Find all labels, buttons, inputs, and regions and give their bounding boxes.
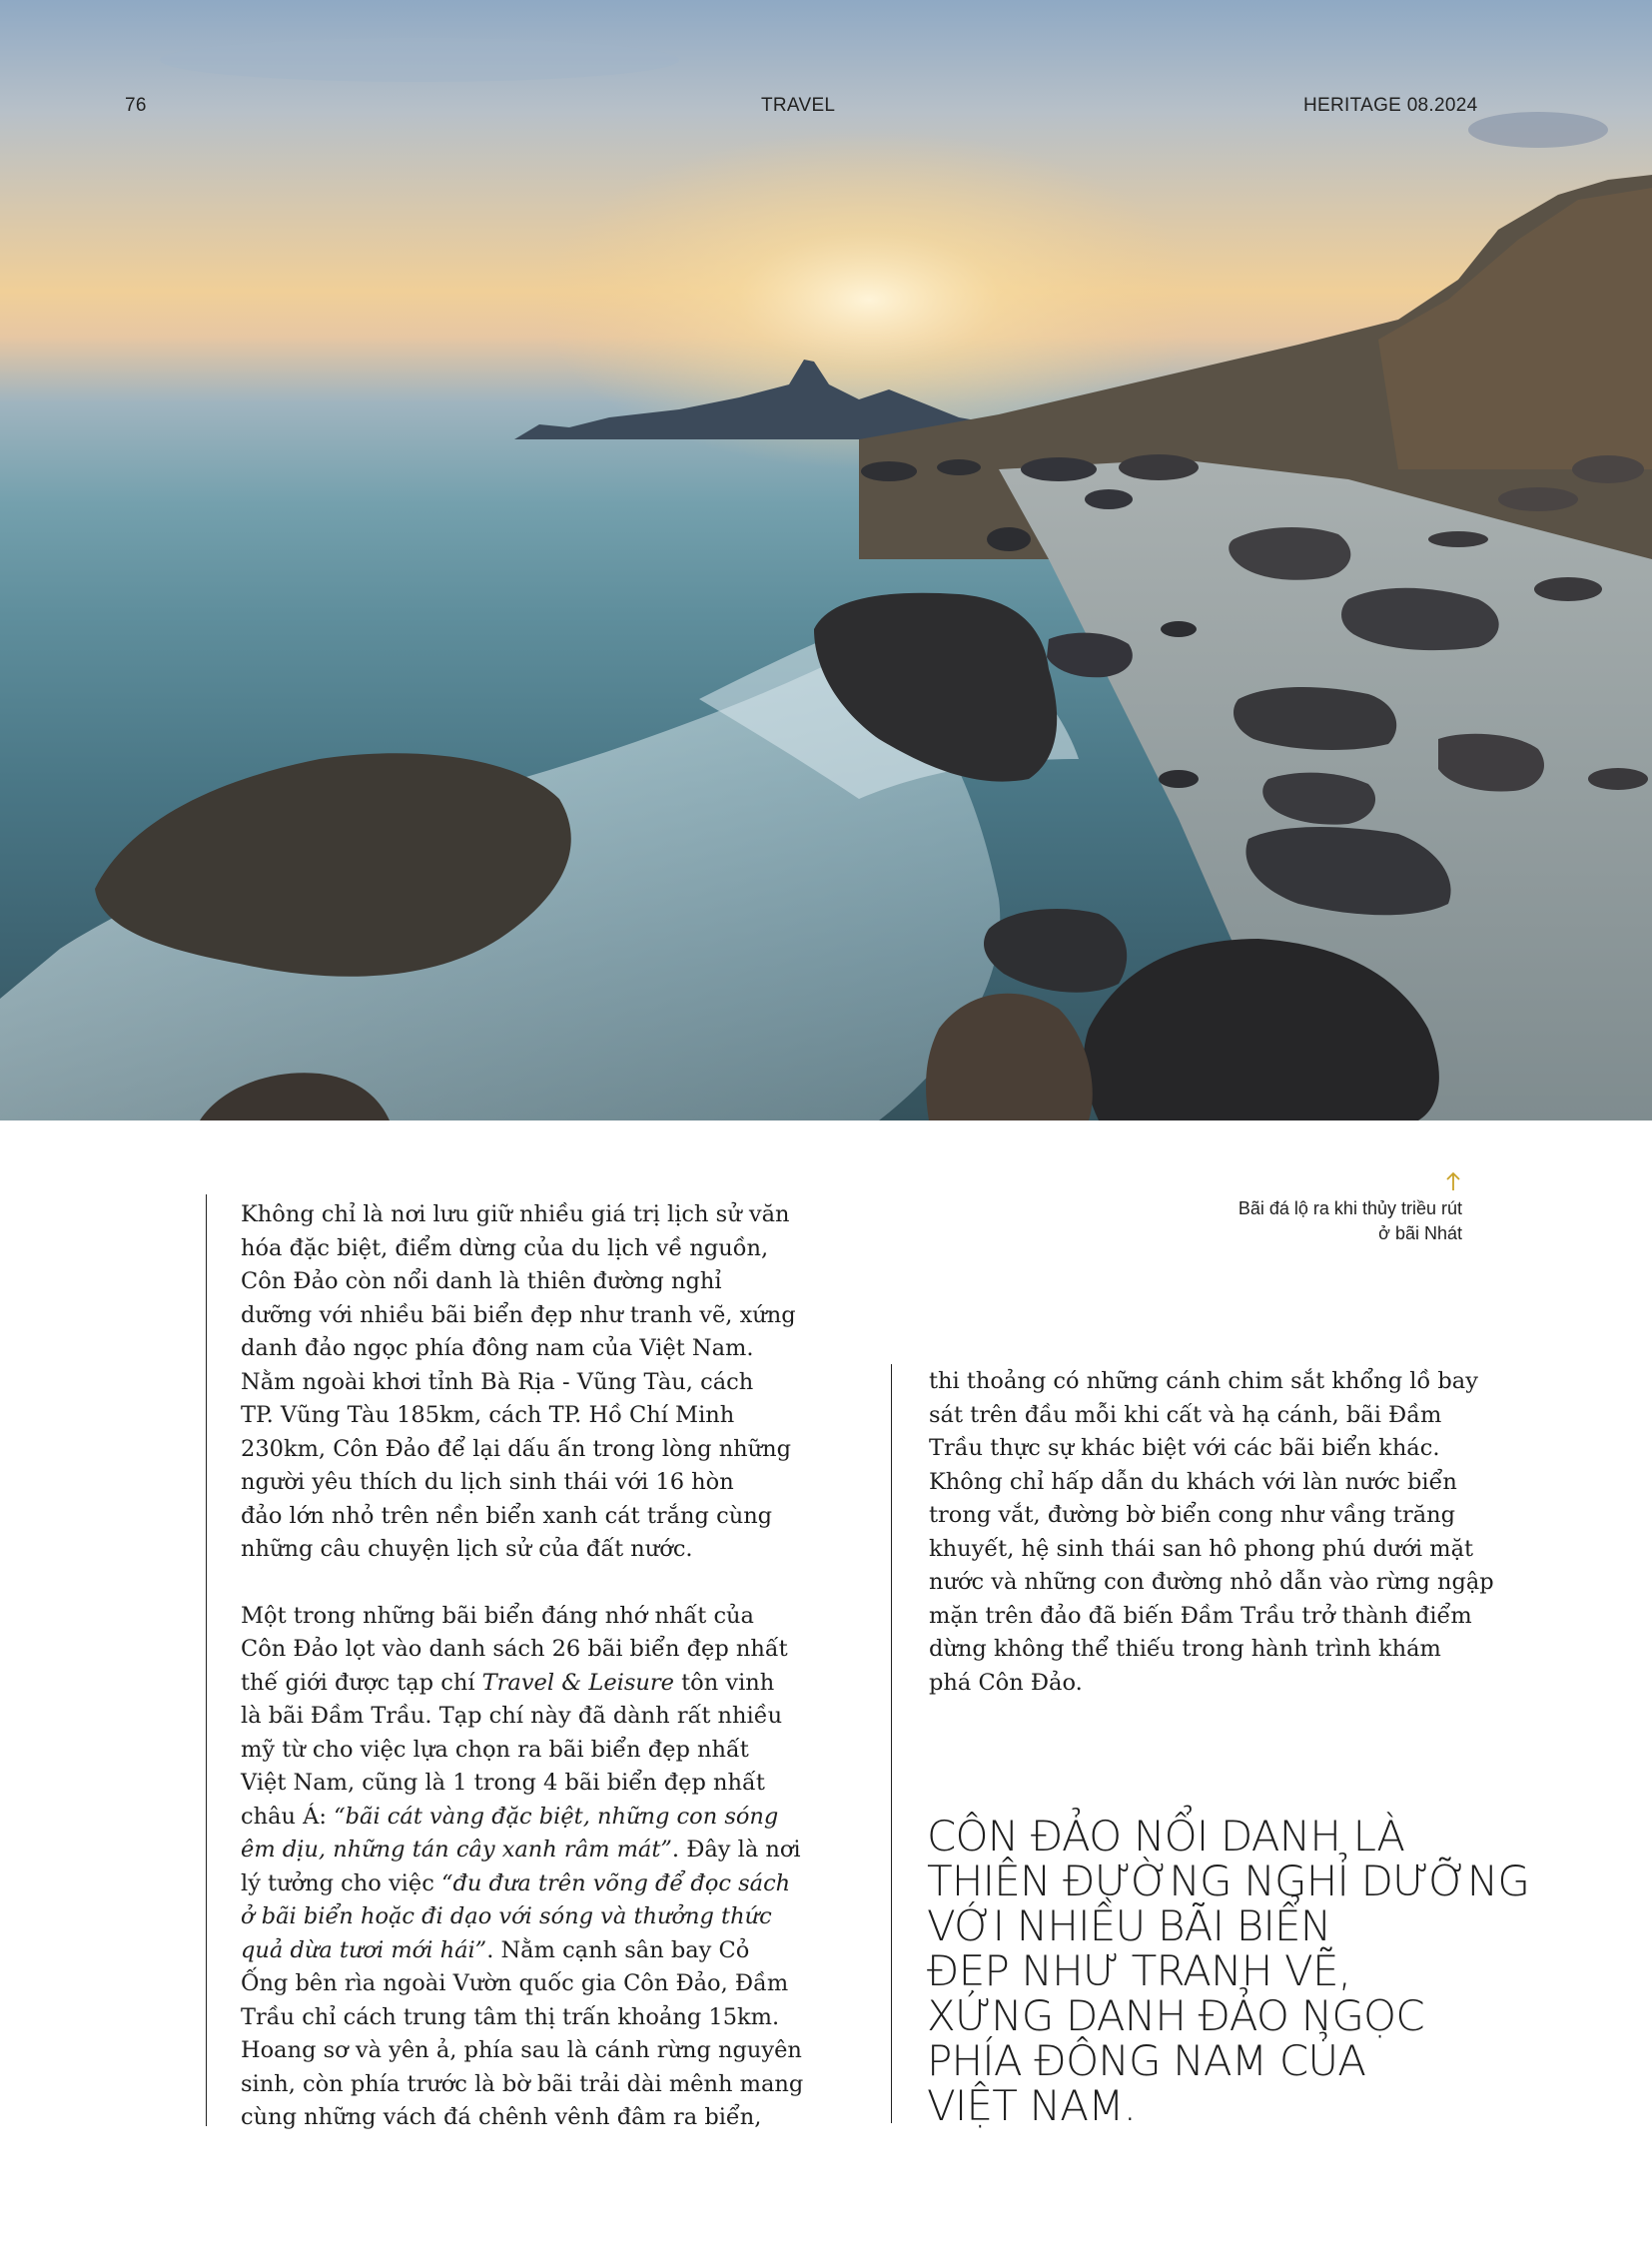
magazine-name: Travel & Leisure (481, 1669, 674, 1696)
pull-quote-line: CÔN ĐẢO NỔI DANH LÀ (927, 1812, 1405, 1861)
caption-line: Bãi đá lộ ra khi thủy triều rút (1238, 1198, 1462, 1218)
section-label: TRAVEL (761, 95, 836, 116)
text-line: đảo lớn nhỏ trên nền biển xanh cát trắng cùng (241, 1502, 773, 1529)
pull-quote (927, 1812, 1530, 2130)
text-line: Không chỉ hấp dẫn du khách với làn nước biển (929, 1468, 1457, 1495)
text-line: phá Côn Đảo. (929, 1669, 1083, 1696)
text-run: . Nằm cạnh sân bay Cỏ (486, 1936, 750, 1963)
text-line (241, 1801, 800, 1835)
text-line: dừng không thể thiếu trong hành trình khám (929, 1636, 1441, 1662)
article-column-right (929, 1365, 1494, 1700)
text-line: Trầu thực sự khác biệt với các bãi biển khác. (929, 1435, 1440, 1461)
caption-line: ở bãi Nhát (1378, 1223, 1462, 1243)
text-line: Côn Đảo còn nổi danh là thiên đường nghỉ (241, 1268, 722, 1294)
quote-run: êm dịu, những tán cây xanh râm mát” (241, 1837, 672, 1863)
text-line: những câu chuyện lịch sử của đất nước. (241, 1536, 693, 1562)
text-line (241, 1900, 800, 1934)
pull-quote-line: ĐẸP NHƯ TRANH VẼ, (927, 1946, 1351, 1995)
text-line (241, 1868, 800, 1901)
text-line: sinh, còn phía trước là bờ bãi trải dài mênh mang (241, 2070, 804, 2097)
text-run: . Đây là nơi (671, 1837, 801, 1863)
hero-photo (0, 0, 1652, 1120)
issue-label: HERITAGE 08.2024 (1303, 95, 1478, 116)
text-line (241, 1834, 800, 1868)
paragraph-gap (241, 1567, 800, 1600)
pull-quote-line: XỨNG DANH ĐẢO NGỌC (927, 1991, 1424, 2040)
text-line: trong vắt, đường bờ biển cong như vầng trăng (929, 1502, 1456, 1528)
text-line: hóa đặc biệt, điểm dừng của du lịch về nguồn, (241, 1234, 769, 1261)
photo-caption (1143, 1196, 1462, 1246)
text-line: nước và những con đường nhỏ dẫn vào rừng ngập (929, 1569, 1494, 1595)
text-line: 230km, Côn Đảo để lại dấu ấn trong lòng những (241, 1435, 792, 1462)
text-line: Côn Đảo lọt vào danh sách 26 bãi biển đẹp nhất (241, 1636, 788, 1662)
text-run: tôn vinh (673, 1669, 775, 1696)
quote-run: quả dừa tươi mới hái” (241, 1936, 487, 1963)
text-line: Trầu chỉ cách trung tâm thị trấn khoảng 15km. (241, 2003, 780, 2030)
article-column-left (241, 1198, 804, 2135)
text-line: người yêu thích du lịch sinh thái với 16 hòn (241, 1469, 734, 1495)
arrow-up-icon (1444, 1170, 1462, 1192)
text-line: Không chỉ là nơi lưu giữ nhiều giá trị lịch sử văn (241, 1201, 790, 1227)
pull-quote-line: PHÍA ĐÔNG NAM CỦA (927, 2036, 1366, 2085)
text-line: khuyết, hệ sinh thái san hô phong phú dưới mặt (929, 1535, 1474, 1562)
quote-run: “bãi cát vàng đặc biệt, những con sóng (334, 1803, 779, 1830)
text-line: mỹ từ cho việc lựa chọn ra bãi biển đẹp nhất (241, 1736, 749, 1763)
text-line: Nằm ngoài khơi tỉnh Bà Rịa - Vũng Tàu, cách (241, 1368, 754, 1395)
text-line: sát trên đầu mỗi khi cất và hạ cánh, bãi Đầm (929, 1401, 1442, 1428)
text-line: Ống bên rìa ngoài Vườn quốc gia Côn Đảo, Đầm (241, 1970, 789, 1996)
text-line: mặn trên đảo đã biến Đầm Trầu trở thành điểm (929, 1602, 1472, 1629)
text-line: Hoang sơ và yên ả, phía sau là cánh rừng nguyên (241, 2037, 802, 2063)
quote-run: ở bãi biển hoặc đi dạo với sóng và thưởng thức (241, 1903, 772, 1929)
pull-quote-line: THIÊN ĐƯỜNG NGHỈ DƯỠNG (927, 1857, 1530, 1905)
text-line: Việt Nam, cũng là 1 trong 4 bãi biển đẹp nhất (241, 1770, 765, 1796)
text-line: danh đảo ngọc phía đông nam của Việt Nam. (241, 1335, 754, 1361)
page-number: 76 (125, 95, 147, 116)
text-line: TP. Vũng Tàu 185km, cách TP. Hồ Chí Minh (241, 1402, 735, 1428)
text-line: cùng những vách đá chênh vênh đâm ra biển, (241, 2104, 762, 2130)
text-line: dưỡng với nhiều bãi biển đẹp như tranh vẽ, xứng (241, 1301, 796, 1328)
column-rule-right (891, 1364, 892, 2123)
seascape-illustration (0, 0, 1652, 1120)
text-line (241, 1934, 800, 1968)
text-line (241, 1667, 800, 1701)
text-run: châu Á: (241, 1803, 335, 1830)
text-line: Một trong những bãi biển đáng nhớ nhất của (241, 1602, 754, 1629)
text-line: là bãi Đầm Trầu. Tạp chí này đã dành rất nhiều (241, 1703, 783, 1729)
pull-quote-line: VIỆT NAM. (927, 2081, 1137, 2130)
text-run: thế giới được tạp chí (241, 1669, 482, 1696)
text-run: lý tưởng cho việc (241, 1869, 441, 1896)
text-line: thi thoảng có những cánh chim sắt khổng lồ bay (929, 1368, 1478, 1394)
quote-run: “đu đưa trên võng để đọc sách (440, 1869, 791, 1896)
pull-quote-line: VỚI NHIỀU BÃI BIỂN (927, 1901, 1331, 1950)
column-rule-left (206, 1194, 207, 2126)
